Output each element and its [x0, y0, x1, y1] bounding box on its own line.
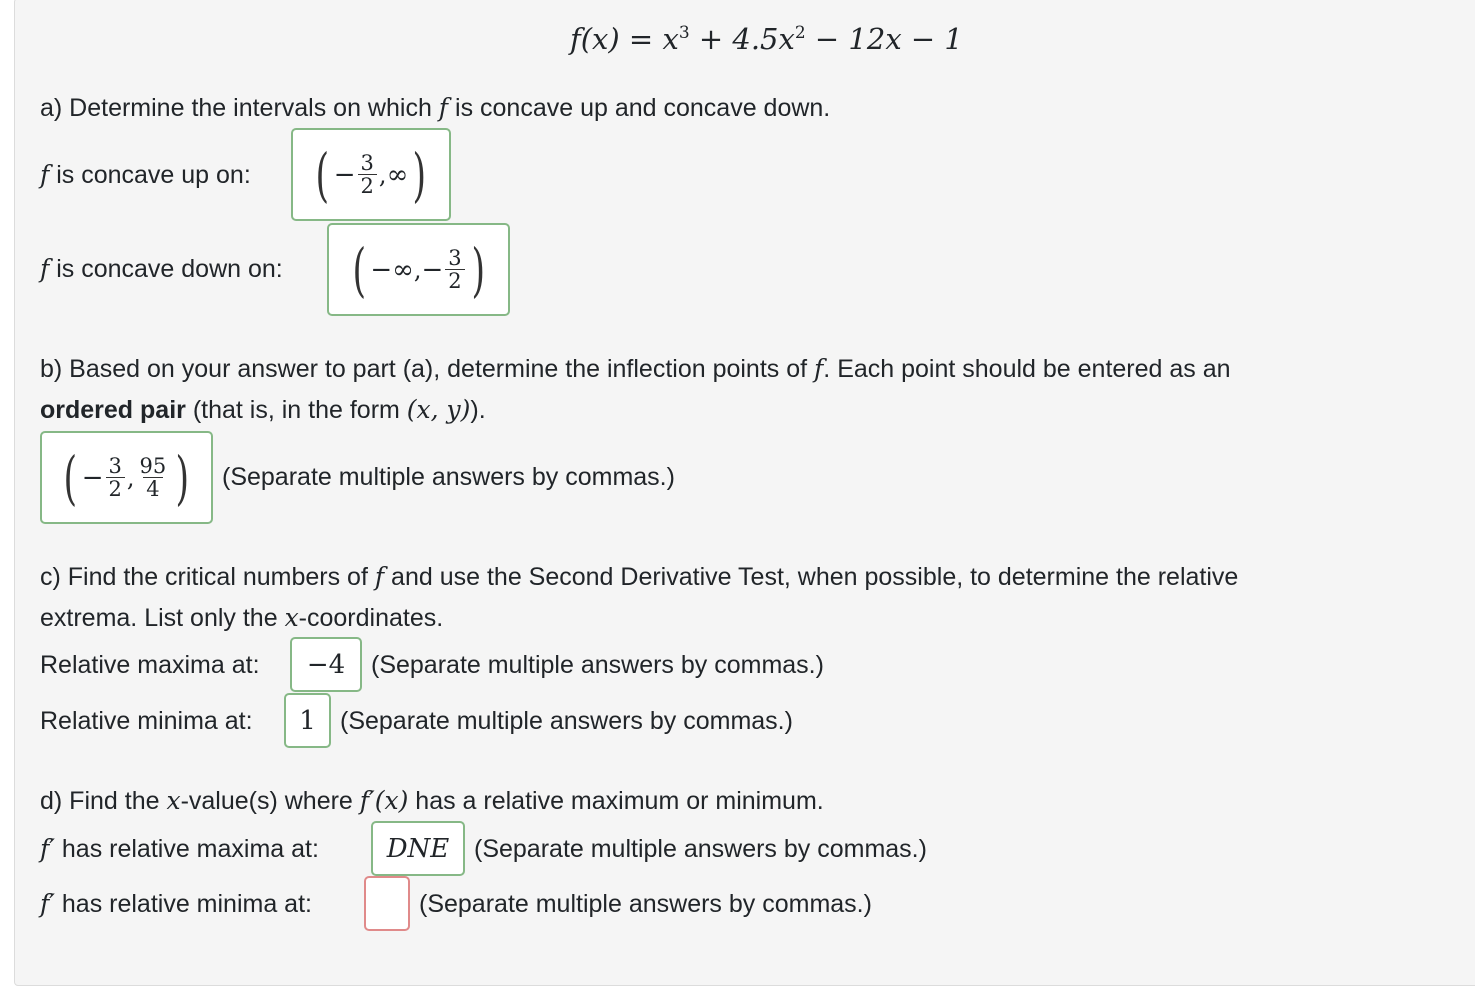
- concave-up-label: [40, 160, 251, 190]
- part-a-prompt: [40, 93, 830, 123]
- minus-sign: −: [333, 159, 356, 190]
- part-a-var: f: [438, 93, 449, 122]
- comma: ,: [413, 255, 422, 284]
- denominator-x: 2: [106, 477, 125, 500]
- neg-infinity: −∞: [370, 254, 414, 285]
- relative-max-label: Relative maxima at:: [40, 651, 260, 679]
- right-paren: ): [471, 235, 485, 304]
- infinity: ∞: [386, 159, 409, 190]
- numerator: 3: [448, 246, 462, 270]
- f-prime-min-label: [40, 889, 312, 919]
- f-prime-max-label: [40, 834, 319, 864]
- concave-down-var: f: [40, 254, 50, 283]
- f-prime-max-note: (Separate multiple answers by commas.): [474, 835, 927, 863]
- relative-min-note: (Separate multiple answers by commas.): [340, 707, 793, 735]
- part-b-prompt-line1: [40, 354, 1231, 384]
- part-a-prefix: a) Determine the intervals on which: [40, 94, 439, 122]
- part-c-var: f: [374, 562, 385, 591]
- part-c-suffix: and use the Second Derivative Test, when possible, to determine the relative: [384, 563, 1239, 591]
- denominator-y: 4: [143, 477, 162, 500]
- part-b-line2-end: ).: [470, 396, 486, 424]
- part-a-suffix: is concave up and concave down.: [448, 94, 831, 122]
- part-d-prompt: [40, 786, 824, 816]
- part-d-suffix: has a relative maximum or minimum.: [408, 787, 824, 815]
- comma: ,: [378, 160, 387, 189]
- fraction: [445, 247, 464, 292]
- exponent-2: 2: [794, 23, 806, 43]
- part-b-line2-text: (that is, in the form: [185, 396, 407, 424]
- f-prime-max-answer[interactable]: DNE: [371, 821, 465, 876]
- function-lhs: f(x) = x: [570, 22, 679, 56]
- denominator: 2: [445, 269, 464, 292]
- concave-down-label: [40, 254, 283, 284]
- part-c-prefix: c) Find the critical numbers of: [40, 563, 375, 591]
- part-b-suffix: . Each point should be entered as an: [823, 355, 1231, 383]
- part-b-prefix: b) Based on your answer to part (a), determine the inflection points of: [40, 355, 815, 383]
- part-c-line2-suffix: -coordinates.: [298, 604, 444, 632]
- part-c-line2-var: x: [284, 603, 299, 632]
- inflection-points-answer[interactable]: [40, 431, 213, 524]
- denominator: 2: [358, 174, 377, 197]
- left-paren: (: [315, 140, 330, 209]
- part-b-note: (Separate multiple answers by commas.): [222, 463, 675, 491]
- minus-sign: −: [421, 254, 444, 285]
- right-paren: ): [175, 443, 190, 512]
- f-prime-min-note: (Separate multiple answers by commas.): [419, 890, 872, 918]
- exponent-3: 3: [678, 23, 690, 43]
- fraction-y: [137, 455, 170, 500]
- fraction: [358, 152, 377, 197]
- part-b-prompt-line2: [40, 395, 486, 425]
- part-d-prefix: d) Find the: [40, 787, 167, 815]
- right-paren: ): [412, 140, 427, 209]
- numerator-x: 3: [108, 454, 122, 478]
- concave-down-text: is concave down on:: [49, 255, 283, 283]
- concave-up-answer[interactable]: [291, 128, 451, 221]
- part-c-prompt-line2: [40, 603, 443, 633]
- f-prime-max-var: f′: [40, 834, 55, 863]
- numerator-y: 95: [139, 454, 167, 478]
- relative-min-answer[interactable]: 1: [284, 693, 331, 748]
- relative-min-label: Relative minima at:: [40, 707, 253, 735]
- left-paren: (: [63, 443, 78, 512]
- concave-up-var: f: [40, 160, 50, 189]
- part-d-mid: -value(s) where: [180, 787, 360, 815]
- part-d-var: x: [166, 786, 181, 815]
- fraction-x: [106, 455, 125, 500]
- function-mid: + 4.5x: [689, 22, 795, 56]
- f-prime-min-answer[interactable]: [364, 876, 410, 931]
- f-prime-min-var: f′: [40, 889, 55, 918]
- f-prime-min-text: has relative minima at:: [54, 890, 312, 918]
- function-definition: [570, 18, 963, 54]
- xy-pair-math: (x, y): [406, 395, 471, 424]
- concave-down-answer[interactable]: [327, 223, 510, 316]
- part-c-prompt-line1: [40, 562, 1238, 592]
- relative-max-note: (Separate multiple answers by commas.): [371, 651, 824, 679]
- ordered-pair-emphasis: ordered pair: [40, 396, 186, 424]
- function-rhs: − 12x − 1: [805, 22, 963, 56]
- part-b-var: f: [814, 354, 824, 383]
- f-prime-max-text: has relative maxima at:: [54, 835, 319, 863]
- f-prime-math: f′(x): [359, 786, 409, 815]
- comma: ,: [126, 463, 135, 492]
- numerator: 3: [360, 151, 374, 175]
- left-paren: (: [352, 235, 366, 304]
- concave-up-text: is concave up on:: [49, 161, 251, 189]
- relative-max-answer[interactable]: −4: [290, 637, 362, 692]
- minus-sign: −: [81, 462, 104, 493]
- part-c-line2-prefix: extrema. List only the: [40, 604, 285, 632]
